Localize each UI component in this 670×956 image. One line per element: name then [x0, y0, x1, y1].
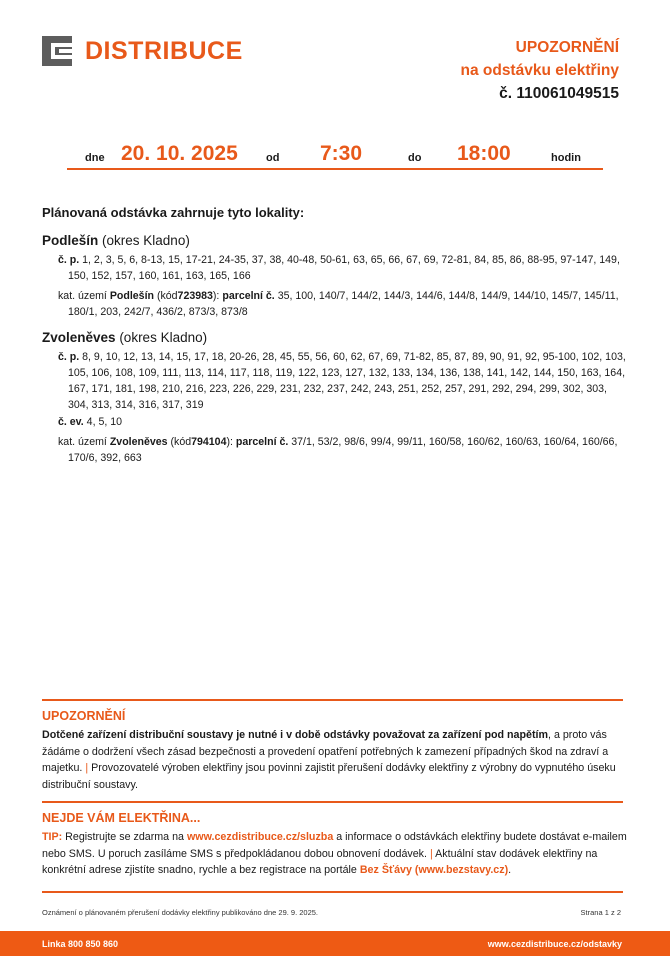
cadastral-parcels [58, 434, 628, 466]
tip-label: TIP: [42, 831, 63, 843]
house-numbers [58, 252, 628, 284]
location-district: (okres Kladno) [102, 233, 190, 248]
cadastral-name: Podlešín [109, 290, 154, 302]
location-title [42, 330, 207, 345]
cadastral-code-suffix: ): [226, 436, 233, 448]
location-title [42, 233, 190, 248]
warning-text-1: , a proto vás žádáme o dodržení všech zásad bezpečnosti a provedení opatření potřebných k zamezení případných škod na zdraví a majetku. [42, 729, 609, 774]
notice-subtitle: na odstávku elektřiny [460, 62, 619, 79]
outage-date: 20. 10. 2025 [121, 142, 238, 165]
portal-link[interactable]: (www.bezstavy.cz) [414, 864, 509, 876]
divider [42, 801, 623, 803]
location-name: Podlešín [42, 233, 99, 248]
cadastral-prefix: kat. území [58, 290, 107, 302]
tip-text-end: . [508, 864, 512, 876]
publication-note: Oznámení o plánovaném přerušení dodávky elektřiny publikováno dne 29. 9. 2025. [42, 908, 319, 917]
location-name: Zvoleněves [42, 330, 116, 345]
cadastral-code-prefix: (kód [156, 290, 178, 302]
house-numbers-values: 1, 2, 3, 5, 6, 8-13, 15, 17-21, 24-35, 37, 38, 40-48, 50-61, 63, 65, 66, 67, 69, 72-81, 84, 85, 86, 88-95, 97-147, 149, 150, 152, 157, 160, 161, 163, 165, 166 [68, 254, 620, 282]
divider [42, 699, 623, 701]
evidence-numbers-values: 4, 5, 10 [86, 416, 123, 428]
tip-text-2: a informace o odstávkách elektřiny budete dostávat e-mailem nebo SMS. U poruch zasíláme SMS s předpokládanou dobou obnovení dodávek. [42, 831, 627, 860]
portal-name: Bez Šťávy [359, 864, 412, 876]
hotline[interactable]: Linka 800 850 860 [42, 939, 119, 949]
tip-text-1: Registrujte se zdarma na [65, 831, 184, 843]
tip-text [42, 829, 627, 879]
hours-label: hodin [551, 152, 581, 164]
cez-logo-mark [42, 36, 72, 66]
warning-text-2: Provozovatelé výroben elektřiny jsou povinni zajistit přerušení dodávky elektřiny z výrobny do vypnutého úseku distribuční soustavy. [42, 762, 616, 791]
separator: | [429, 847, 433, 860]
house-numbers [58, 349, 628, 413]
cadastral-code-suffix: ): [212, 290, 220, 302]
to-label: do [408, 152, 422, 164]
separator: | [85, 762, 89, 774]
cadastral-code: 794104 [191, 436, 227, 448]
warning-text [42, 727, 627, 793]
cadastral-code: 723983 [177, 290, 213, 302]
footer-bar [0, 931, 670, 956]
evidence-numbers-label: č. ev. [58, 416, 84, 428]
warning-title: UPOZORNĚNÍ [42, 709, 126, 723]
registration-link[interactable]: www.cezdistribuce.cz/sluzba [186, 831, 334, 843]
location-district: (okres Kladno) [119, 330, 208, 345]
parcel-label: parcelní č. [235, 436, 289, 448]
date-label: dne [85, 152, 105, 164]
warning-bold-text: Dotčené zařízení distribuční soustavy je nutné i v době odstávky považovat za zařízení pod napětím [42, 729, 548, 741]
cadastral-prefix: kat. území [58, 436, 107, 448]
notice-title: UPOZORNĚNÍ [515, 39, 619, 56]
parcel-values: 35, 100, 140/7, 144/2, 144/3, 144/6, 144/8, 144/9, 144/10, 145/7, 145/11, 180/1, 203, 242/7, 436/2, 873/3, 873/8 [68, 290, 619, 318]
tip-title: NEJDE VÁM ELEKTŘINA... [42, 811, 201, 825]
house-numbers-values: 8, 9, 10, 12, 13, 14, 15, 17, 18, 20-26, 28, 45, 55, 56, 60, 62, 67, 69, 71-82, 85, 87, 89, 90, 91, 92, 95-100, 102, 103, 105, 106, 108, 109, 111, 113, 114, 117, 118, 119, 122, 123, 127, 132, 133, 134, 136, 138, 141, 142, 144, 150, 163, 164, 167, 171, 181, 198, 210, 216, 223, 226, 229, 231, 232, 237, 242, 243, 251, 252, 257, 291, 292, 294, 299, 302, 303, 304, 313, 314, 316, 317, 319 [68, 351, 626, 411]
from-label: od [266, 152, 280, 164]
evidence-numbers [58, 414, 618, 430]
parcel-values: 37/1, 53/2, 98/6, 99/4, 99/11, 160/58, 160/62, 160/63, 160/64, 160/66, 170/6, 392, 663 [68, 436, 618, 464]
tip-text-3: Aktuální stav dodávek elektřiny na konkrétní adrese zjistíte snadno, rychle a bez registrace na portále [42, 847, 598, 876]
divider [42, 891, 623, 893]
cez-logo [42, 36, 243, 66]
cadastral-code-prefix: (kód [170, 436, 192, 448]
outage-schedule [67, 136, 603, 170]
footer-website-link[interactable]: www.cezdistribuce.cz/odstavky [487, 939, 622, 949]
cadastral-parcels [58, 288, 628, 320]
notice-header [460, 36, 619, 105]
notice-number: č. 110061049515 [499, 85, 619, 102]
parcel-label: parcelní č. [222, 290, 275, 302]
page-number: Strana 1 z 2 [580, 908, 621, 917]
to-time: 18:00 [457, 142, 511, 165]
cadastral-name: Zvoleněves [109, 436, 168, 448]
locations-intro: Plánovaná odstávka zahrnuje tyto lokality: [42, 205, 305, 220]
house-numbers-label: č. p. [58, 351, 80, 363]
house-numbers-label: č. p. [58, 254, 80, 266]
brand-name: DISTRIBUCE [85, 36, 243, 65]
from-time: 7:30 [320, 142, 363, 165]
